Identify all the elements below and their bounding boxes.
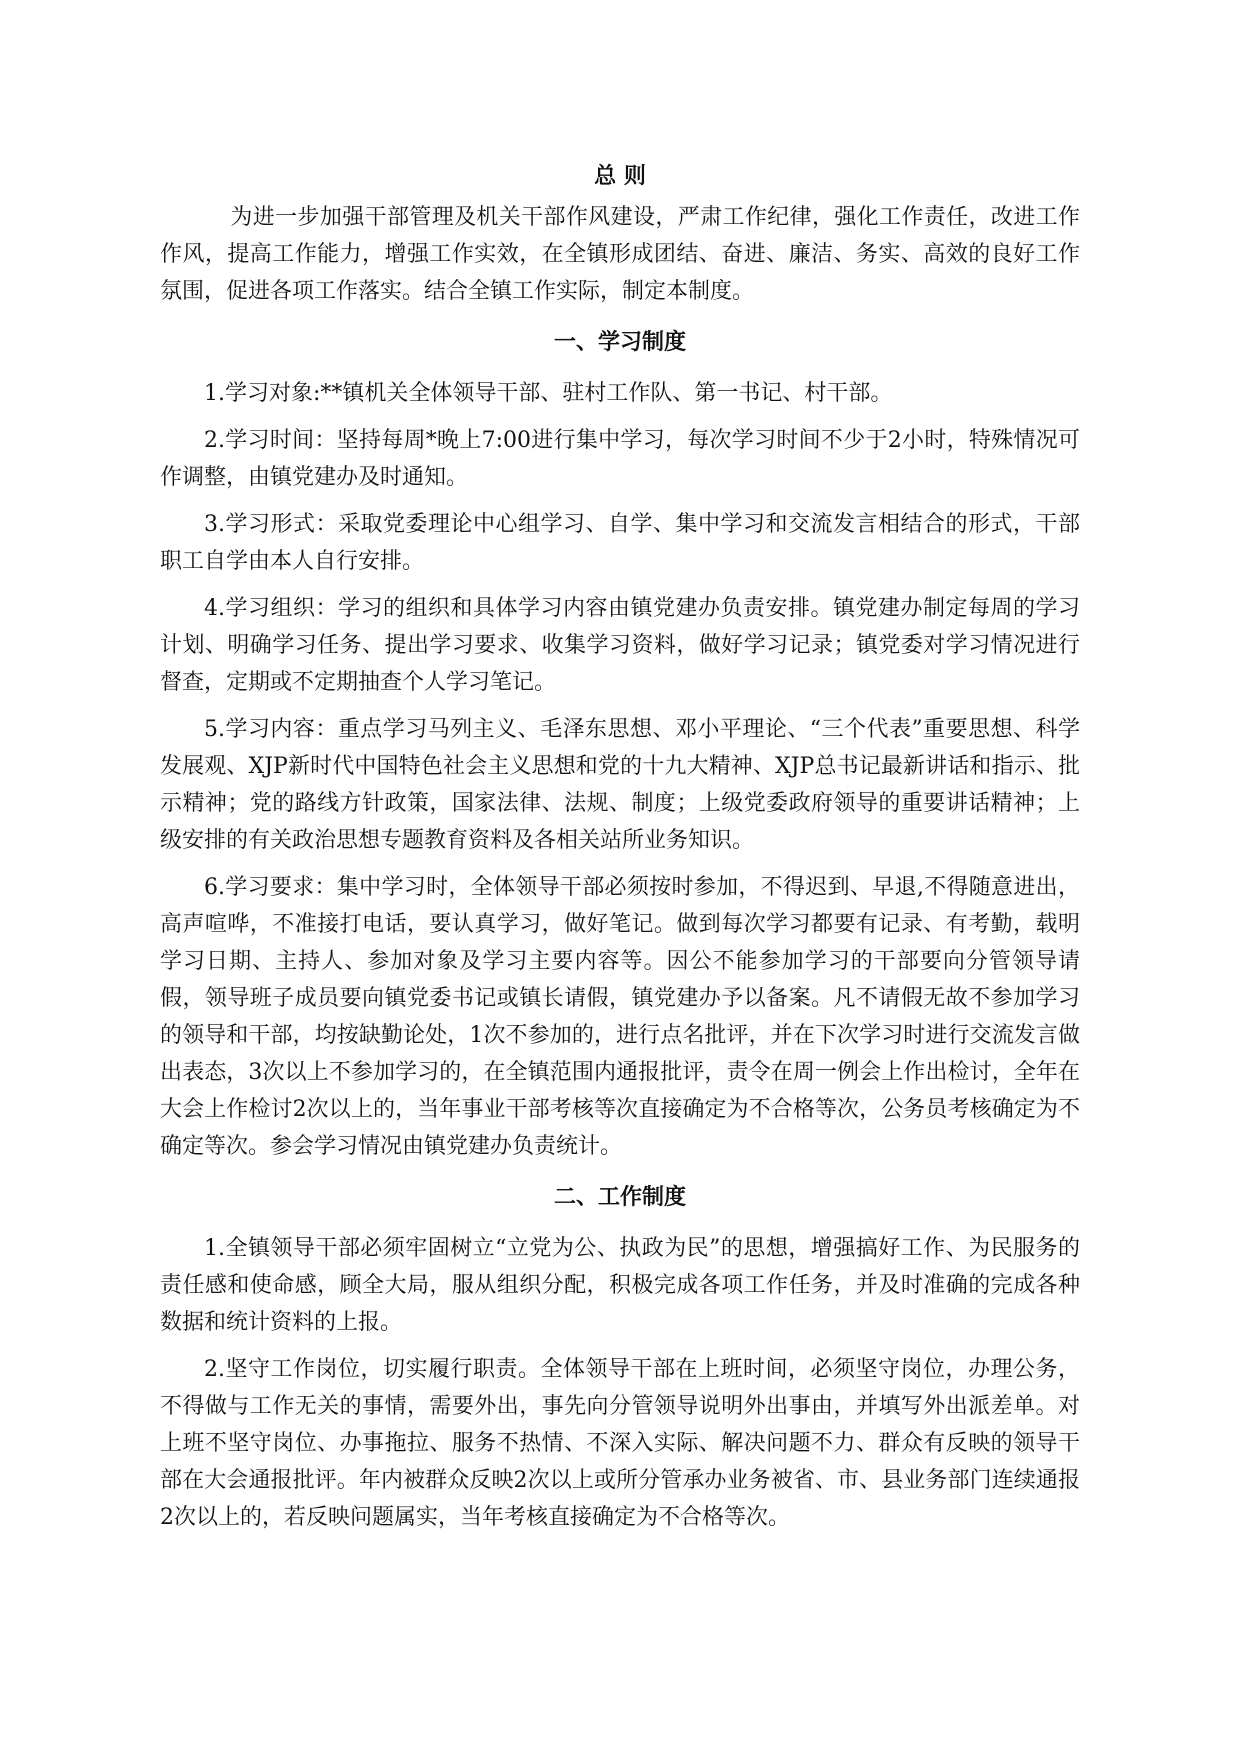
work-item-1: 1.全镇领导干部必须牢固树立“立党为公、执政为民”的思想，增强搞好工作、为民服务的责任感和使命感，顾全大局，服从组织分配，积极完成各项工作任务，并及时准确的完成各种数据和统计资料的上报。 xyxy=(160,1236,1080,1335)
study-item-5: 5.学习内容：重点学习马列主义、毛泽东思想、邓小平理论、“三个代表”重要思想、科学发展观、XJP新时代中国特色社会主义思想和党的十九大精神、XJP总书记最新讲话和指示、批示精神；党的路线方针政策，国家法律、法规、制度；上级党委政府领导的重要讲话精神；上级安排的有关政治思想专题教育资料及各相关站所业务知识。 xyxy=(160,717,1080,853)
section-heading-work: 二、工作制度 xyxy=(553,1185,686,1210)
section-heading-study: 一、学习制度 xyxy=(553,330,686,355)
intro-paragraph: 为进一步加强干部管理及机关干部作风建设，严肃工作纪律，强化工作责任，改进工作作风，提高工作能力，增强工作实效，在全镇形成团结、奋进、廉洁、务实、高效的良好工作氛围，促进各项工作落实。结合全镇工作实际，制定本制度。 xyxy=(160,205,1080,304)
study-item-6: 6.学习要求：集中学习时，全体领导干部必须按时参加，不得迟到、早退,不得随意进出，高声喧哗，不准接打电话，要认真学习，做好笔记。做到每次学习都要有记录、有考勤，载明学习日期、主持人、参加对象及学习主要内容等。因公不能参加学习的干部要向分管领导请假，领导班子成员要向镇党委书记或镇长请假，镇党建办予以备案。凡不请假无故不参加学习的领导和干部，均按缺勤论处，1次不参加的，进行点名批评，并在下次学习时进行交流发言做出表态，3次以上不参加学习的，在全镇范围内通报批评，责令在周一例会上作出检讨，全年在大会上作检讨2次以上的，当年事业干部考核等次直接确定为不合格等次，公务员考核确定为不确定等次。参会学习情况由镇党建办负责统计。 xyxy=(160,875,1080,1159)
study-item-1: 1.学习对象:**镇机关全体领导干部、驻村工作队、第一书记、村干部。 xyxy=(204,381,893,406)
document-page xyxy=(160,158,1080,1546)
document-title: 总 则 xyxy=(594,164,646,189)
study-item-2: 2.学习时间：坚持每周*晚上7:00进行集中学习，每次学习时间不少于2小时，特殊情况可作调整，由镇党建办及时通知。 xyxy=(160,428,1080,490)
study-item-4: 4.学习组织：学习的组织和具体学习内容由镇党建办负责安排。镇党建办制定每周的学习计划、明确学习任务、提出学习要求、收集学习资料，做好学习记录；镇党委对学习情况进行督查，定期或不定期抽查个人学习笔记。 xyxy=(160,596,1080,695)
work-item-2: 2.坚守工作岗位，切实履行职责。全体领导干部在上班时间，必须坚守岗位，办理公务，不得做与工作无关的事情，需要外出，事先向分管领导说明外出事由，并填写外出派差单。对上班不坚守岗位、办事拖拉、服务不热情、不深入实际、解决问题不力、群众有反映的领导干部在大会通报批评。年内被群众反映2次以上或所分管承办业务被省、市、县业务部门连续通报2次以上的，若反映问题属实，当年考核直接确定为不合格等次。 xyxy=(160,1357,1080,1530)
study-item-3: 3.学习形式：采取党委理论中心组学习、自学、集中学习和交流发言相结合的形式，干部职工自学由本人自行安排。 xyxy=(160,512,1080,574)
